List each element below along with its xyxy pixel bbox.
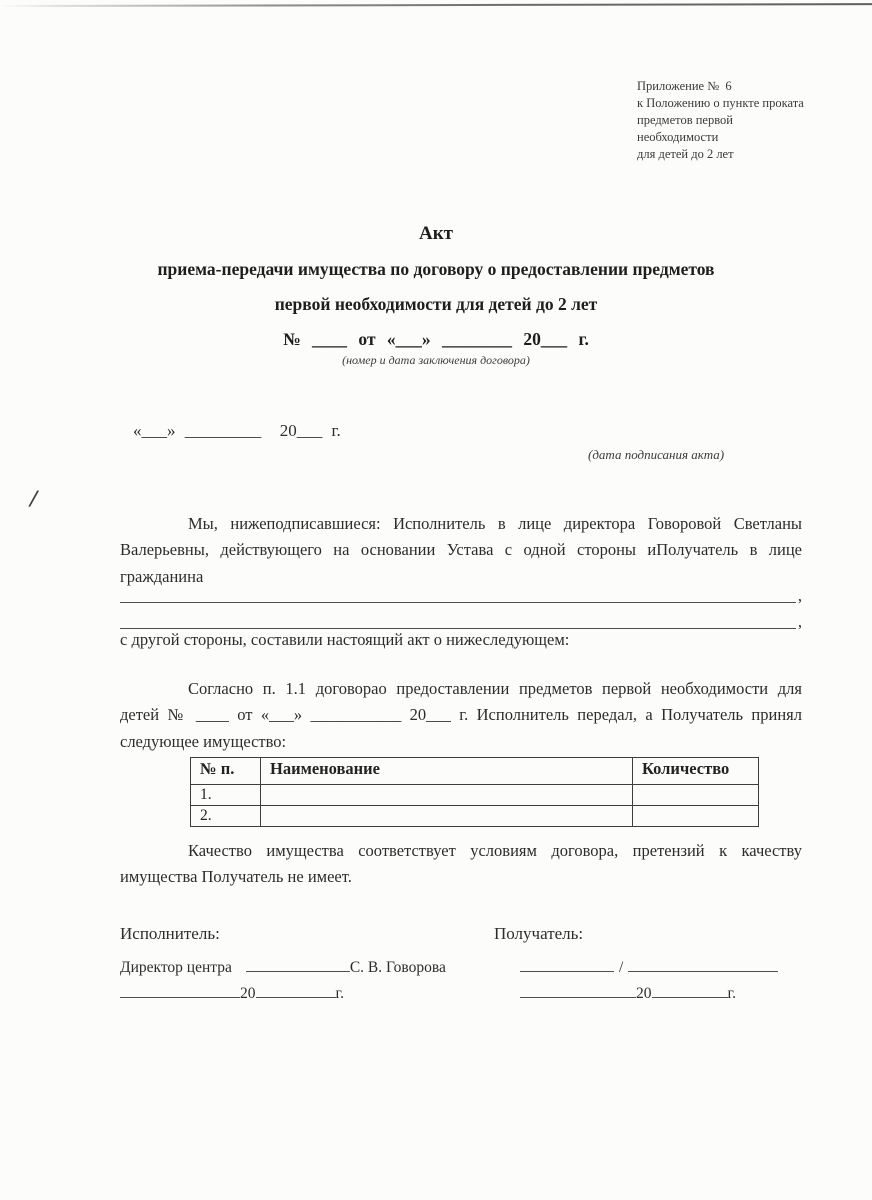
blank-line	[120, 614, 796, 629]
property-table	[190, 757, 759, 827]
receiver-date-line	[520, 983, 778, 1003]
cell-name	[261, 806, 633, 827]
citizen-name-blank-line-2	[120, 611, 802, 629]
name-blank	[628, 957, 778, 972]
year-suffix: г.	[335, 985, 344, 1002]
date-blank	[120, 983, 240, 998]
column-header-name: Наименование	[261, 758, 633, 785]
year-suffix: г.	[727, 985, 736, 1002]
annotation-line: предметов первой	[637, 113, 733, 127]
receiver-signature-block	[494, 924, 778, 1009]
citizen-name-blank-line-1	[120, 585, 802, 603]
blank-line-suffix: ,	[797, 612, 802, 631]
executor-role: Директор центра	[120, 959, 232, 976]
executor-heading: Исполнитель:	[120, 924, 220, 943]
annotation-line: необходимости	[637, 130, 719, 144]
executor-date-line	[120, 983, 446, 1003]
year-blank	[256, 983, 336, 998]
receiver-heading: Получатель:	[494, 924, 584, 943]
executor-signature-block	[120, 924, 446, 1009]
paragraph-line: Качество имущества соответствует условиям договора, претензий к качеству	[188, 841, 802, 860]
paragraph-line: детей № ____ от «___» ___________ 20___ г. Исполнитель передал, а Получатель принял	[120, 705, 802, 725]
contract-number-line: № ____ от «___» ________ 20___ г.	[283, 329, 589, 349]
cell-quantity	[633, 806, 759, 827]
table-row	[191, 785, 759, 806]
table-header-row	[191, 758, 759, 785]
signature-separator: /	[619, 959, 624, 976]
executor-signature-line	[120, 957, 446, 977]
cell-name	[261, 785, 633, 806]
quality-paragraph	[120, 838, 802, 891]
column-header-quantity: Количество	[633, 758, 759, 785]
year-blank	[652, 983, 728, 998]
blank-line-suffix: ,	[797, 586, 802, 605]
year-prefix: 20	[240, 985, 256, 1002]
title-line-3: первой необходимости для детей до 2 лет	[274, 294, 598, 314]
cell-quantity	[633, 785, 759, 806]
title-block	[56, 222, 816, 368]
annotation-line: к Положению о пункте проката	[637, 96, 804, 110]
paragraph-line: Согласно п. 1.1 договорао предоставлении предметов первой необходимости для	[188, 679, 802, 698]
year-prefix: 20	[636, 985, 652, 1002]
signing-date-caption: (дата подписания акта)	[588, 447, 725, 462]
annotation-line: для детей до 2 лет	[637, 147, 734, 161]
cell-number: 2.	[191, 806, 261, 827]
scan-edge-artifact	[0, 3, 872, 7]
closing-clause: с другой стороны, составили настоящий акт о нижеследующем:	[120, 630, 570, 649]
appendix-annotation	[637, 78, 804, 163]
date-blank	[520, 983, 636, 998]
transfer-paragraph	[120, 676, 802, 755]
blank-line	[120, 588, 796, 603]
paragraph-line: следующее имущество:	[120, 731, 287, 751]
paragraph-line: Валерьевны, действующего на основании Устава с одной стороны иПолучатель в лице	[120, 540, 802, 560]
executor-name: С. В. Говорова	[349, 959, 446, 976]
handwritten-tick-mark: /	[27, 483, 40, 514]
paragraph-line: гражданина	[120, 566, 204, 586]
receiver-signature-line	[520, 957, 778, 977]
table-row	[191, 806, 759, 827]
annotation-line: Приложение № 6	[637, 79, 732, 93]
parties-paragraph	[120, 511, 802, 590]
column-header-number: № п.	[191, 758, 261, 785]
number-line-caption: (номер и дата заключения договора)	[342, 353, 530, 367]
paragraph-line: имущества Получатель не имеет.	[120, 867, 352, 887]
document-title: Акт	[418, 223, 453, 244]
cell-number: 1.	[191, 785, 261, 806]
paragraph-line: Мы, нижеподписавшиеся: Исполнитель в лице директора Говоровой Светланы	[188, 514, 802, 533]
signing-date-line: «___» _________ 20___ г.	[133, 421, 341, 440]
title-line-2: приема-передачи имущества по договору о предоставлении предметов	[157, 259, 715, 279]
signature-blank	[520, 957, 614, 972]
signature-blank	[246, 957, 350, 972]
